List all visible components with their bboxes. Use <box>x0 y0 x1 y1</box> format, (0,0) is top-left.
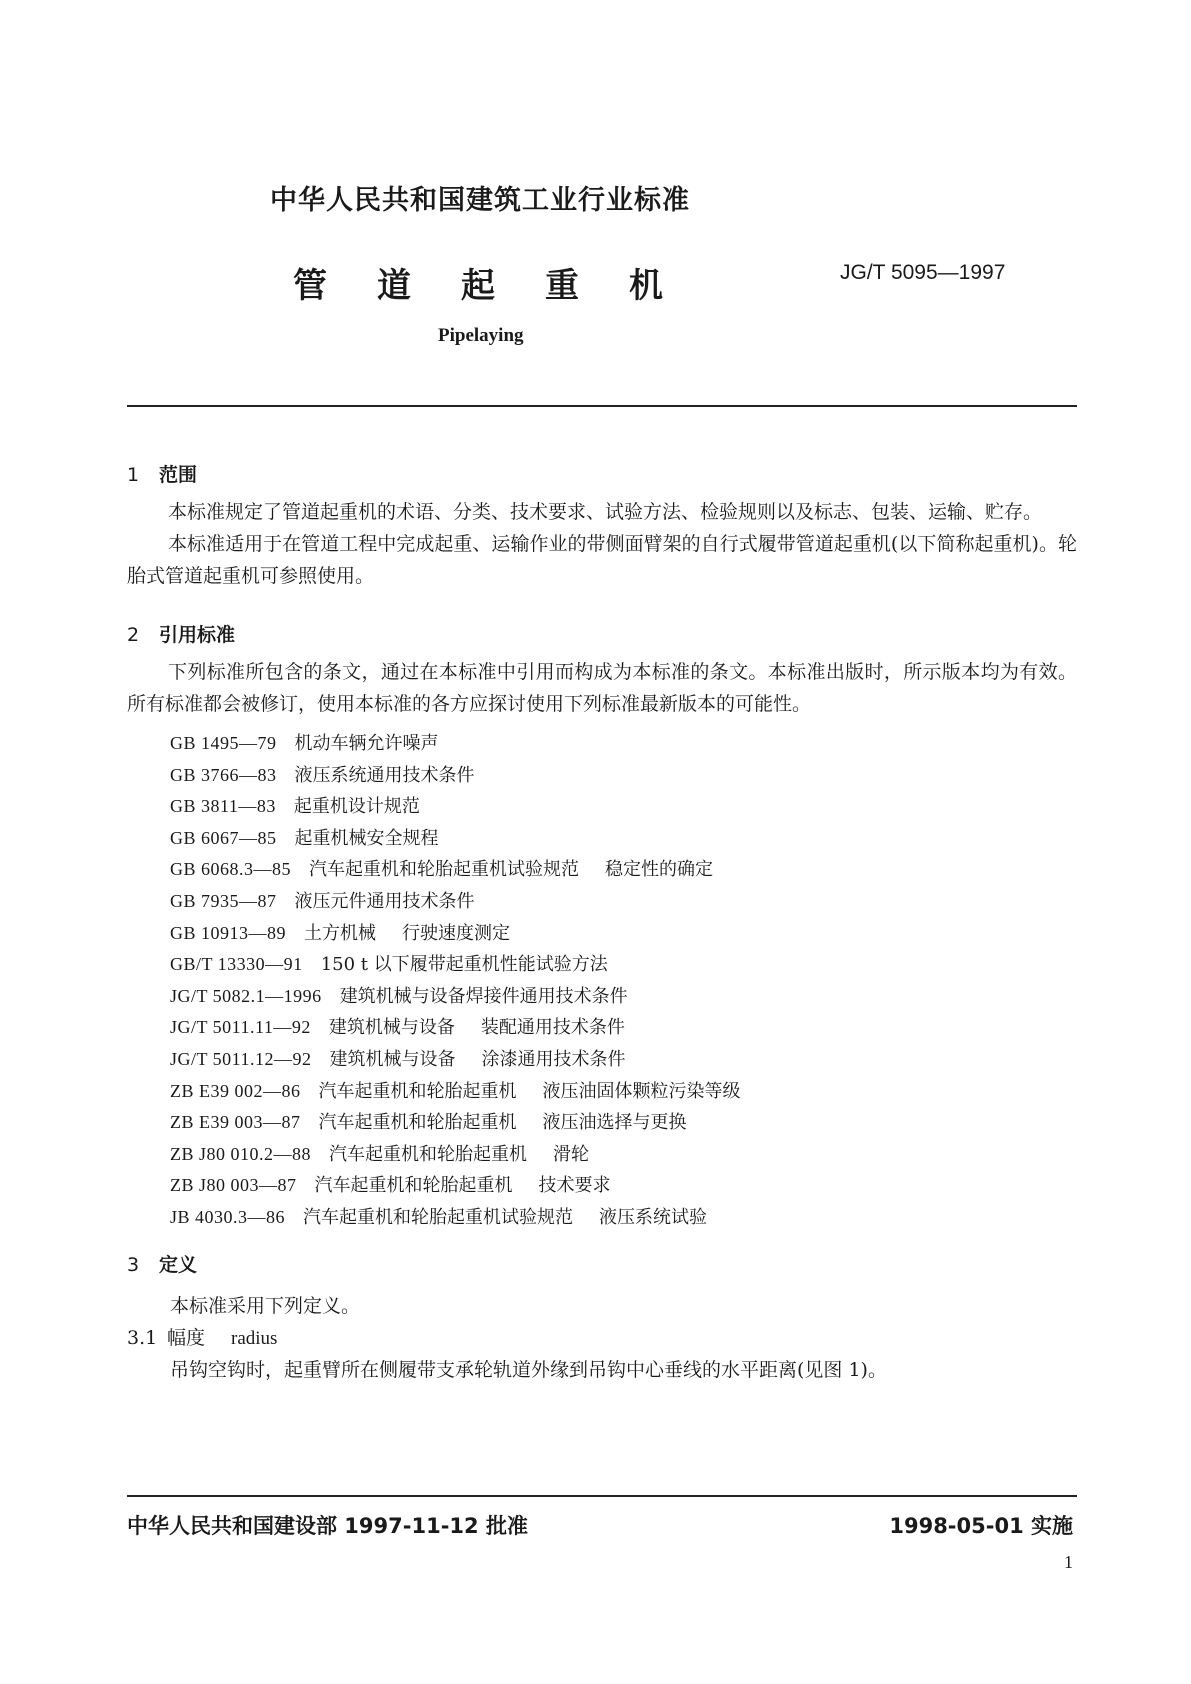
reference-title: 起重机设计规范 <box>293 796 420 818</box>
reference-code: ZB J80 010.2—88 <box>170 1143 312 1164</box>
reference-code: GB 1495—79 <box>170 733 277 753</box>
reference-title: 液压系统通用技术条件 <box>294 764 475 786</box>
subsection-title-english: radius <box>231 1328 278 1349</box>
section-number: 1 <box>127 464 140 486</box>
reference-item <box>170 1045 626 1071</box>
reference-subtitle: 滑轮 <box>553 1143 590 1165</box>
reference-title: 土方机械 <box>304 922 377 944</box>
reference-item <box>170 855 713 881</box>
section-2-paragraph-1: 下列标准所包含的条文，通过在本标准中引用而构成为本标准的条文。本标准出版时，所示版本均为有效。所有标准都会被修订，使用本标准的各方应探讨使用下列标准最新版本的可能性。 <box>127 661 1077 715</box>
reference-item <box>170 729 439 755</box>
reference-subtitle: 液压油选择与更换 <box>542 1112 687 1134</box>
page-number: 1 <box>1064 1552 1073 1572</box>
reference-item <box>170 950 608 976</box>
reference-item <box>170 824 439 850</box>
reference-title: 汽车起重机和轮胎起重机 <box>318 1112 517 1134</box>
reference-item <box>170 792 420 818</box>
reference-subtitle: 技术要求 <box>538 1175 611 1197</box>
reference-title: 液压元件通用技术条件 <box>294 891 475 912</box>
reference-title: 汽车起重机和轮胎起重机 <box>329 1143 528 1165</box>
reference-code: JG/T 5011.12—92 <box>170 1049 312 1069</box>
reference-code: GB 7935—87 <box>170 891 277 911</box>
reference-code: ZB J80 003—87 <box>170 1175 297 1196</box>
reference-code: ZB E39 003—87 <box>170 1112 301 1133</box>
standard-type-heading: 中华人民共和国建筑工业行业标准 <box>270 185 690 216</box>
reference-item <box>170 1203 707 1229</box>
section-1-heading <box>127 460 197 487</box>
reference-title: 汽车起重机和轮胎起重机试验规范 <box>303 1207 574 1228</box>
reference-title: 起重机械安全规程 <box>294 827 439 849</box>
footer-divider <box>127 1495 1077 1497</box>
reference-code: JG/T 5082.1—1996 <box>170 985 322 1006</box>
reference-title: 汽车起重机和轮胎起重机试验规范 <box>309 859 580 881</box>
reference-code: GB/T 13330—91 <box>170 954 303 975</box>
reference-title: 汽车起重机和轮胎起重机 <box>318 1080 517 1102</box>
subsection-number: 3.1 <box>127 1327 158 1349</box>
section-title: 引用标准 <box>159 624 236 646</box>
reference-item <box>170 1108 687 1134</box>
reference-title: 汽车起重机和轮胎起重机 <box>314 1175 513 1197</box>
reference-code: GB 6068.3—85 <box>170 859 292 880</box>
subsection-title: 幅度 <box>167 1327 206 1349</box>
reference-subtitle: 液压系统试验 <box>599 1207 708 1228</box>
reference-item <box>170 1140 589 1166</box>
standard-code: JG/T 5095—1997 <box>840 261 1006 284</box>
section-1-paragraph-1: 本标准规定了管道起重机的术语、分类、技术要求、试验方法、检验规则以及标志、包装、运输、贮存。 <box>168 501 1043 523</box>
reference-item <box>170 919 510 945</box>
reference-code: GB 3766—83 <box>170 764 277 785</box>
reference-title: 建筑机械与设备焊接件通用技术条件 <box>339 985 628 1007</box>
reference-item <box>170 887 475 913</box>
reference-code: ZB E39 002—86 <box>170 1080 301 1101</box>
reference-title: 建筑机械与设备 <box>328 1017 455 1039</box>
reference-title: 150 t 以下履带起重机性能试验方法 <box>320 954 608 976</box>
header-divider <box>127 405 1077 407</box>
reference-code: JG/T 5011.11—92 <box>170 1017 311 1038</box>
reference-subtitle: 液压油固体颗粒污染等级 <box>542 1080 741 1102</box>
reference-subtitle: 行驶速度测定 <box>402 922 511 944</box>
reference-item <box>170 761 475 787</box>
reference-subtitle: 涂漆通用技术条件 <box>481 1049 626 1070</box>
document-title-english: Pipelaying <box>438 325 524 346</box>
reference-code: GB 3811—83 <box>170 796 276 817</box>
reference-item <box>170 982 628 1008</box>
approval-text: 中华人民共和国建设部 1997-11-12 批准 <box>127 1514 528 1538</box>
section-number: 3 <box>127 1254 140 1276</box>
section-2-heading <box>127 620 235 647</box>
subsection-3-1-heading <box>127 1323 277 1350</box>
reference-code: JB 4030.3—86 <box>170 1207 286 1227</box>
reference-code: GB 10913—89 <box>170 922 287 943</box>
section-number: 2 <box>127 624 140 646</box>
reference-title: 机动车辆允许噪声 <box>294 733 439 754</box>
section-3-heading <box>127 1250 197 1277</box>
reference-item <box>170 1171 611 1197</box>
subsection-3-1-text: 吊钩空钩时，起重臂所在侧履带支承轮轨道外缘到吊钩中心垂线的水平距离(见图 1)。 <box>170 1359 887 1381</box>
reference-item <box>170 1077 741 1103</box>
document-title: 管道起重机 <box>293 266 713 306</box>
reference-code: GB 6067—85 <box>170 827 277 848</box>
effective-date-text: 1998-05-01 实施 <box>889 1514 1073 1538</box>
reference-subtitle: 装配通用技术条件 <box>480 1017 625 1039</box>
reference-item <box>170 1013 625 1039</box>
section-3-paragraph-1: 本标准采用下列定义。 <box>170 1295 361 1317</box>
section-title: 范围 <box>159 464 198 486</box>
section-1-paragraph-2: 本标准适用于在管道工程中完成起重、运输作业的带侧面臂架的自行式履带管道起重机(以下简称起重机)。轮胎式管道起重机可参照使用。 <box>127 533 1077 587</box>
reference-subtitle: 稳定性的确定 <box>605 859 714 881</box>
section-title: 定义 <box>159 1254 198 1276</box>
reference-title: 建筑机械与设备 <box>329 1049 456 1070</box>
